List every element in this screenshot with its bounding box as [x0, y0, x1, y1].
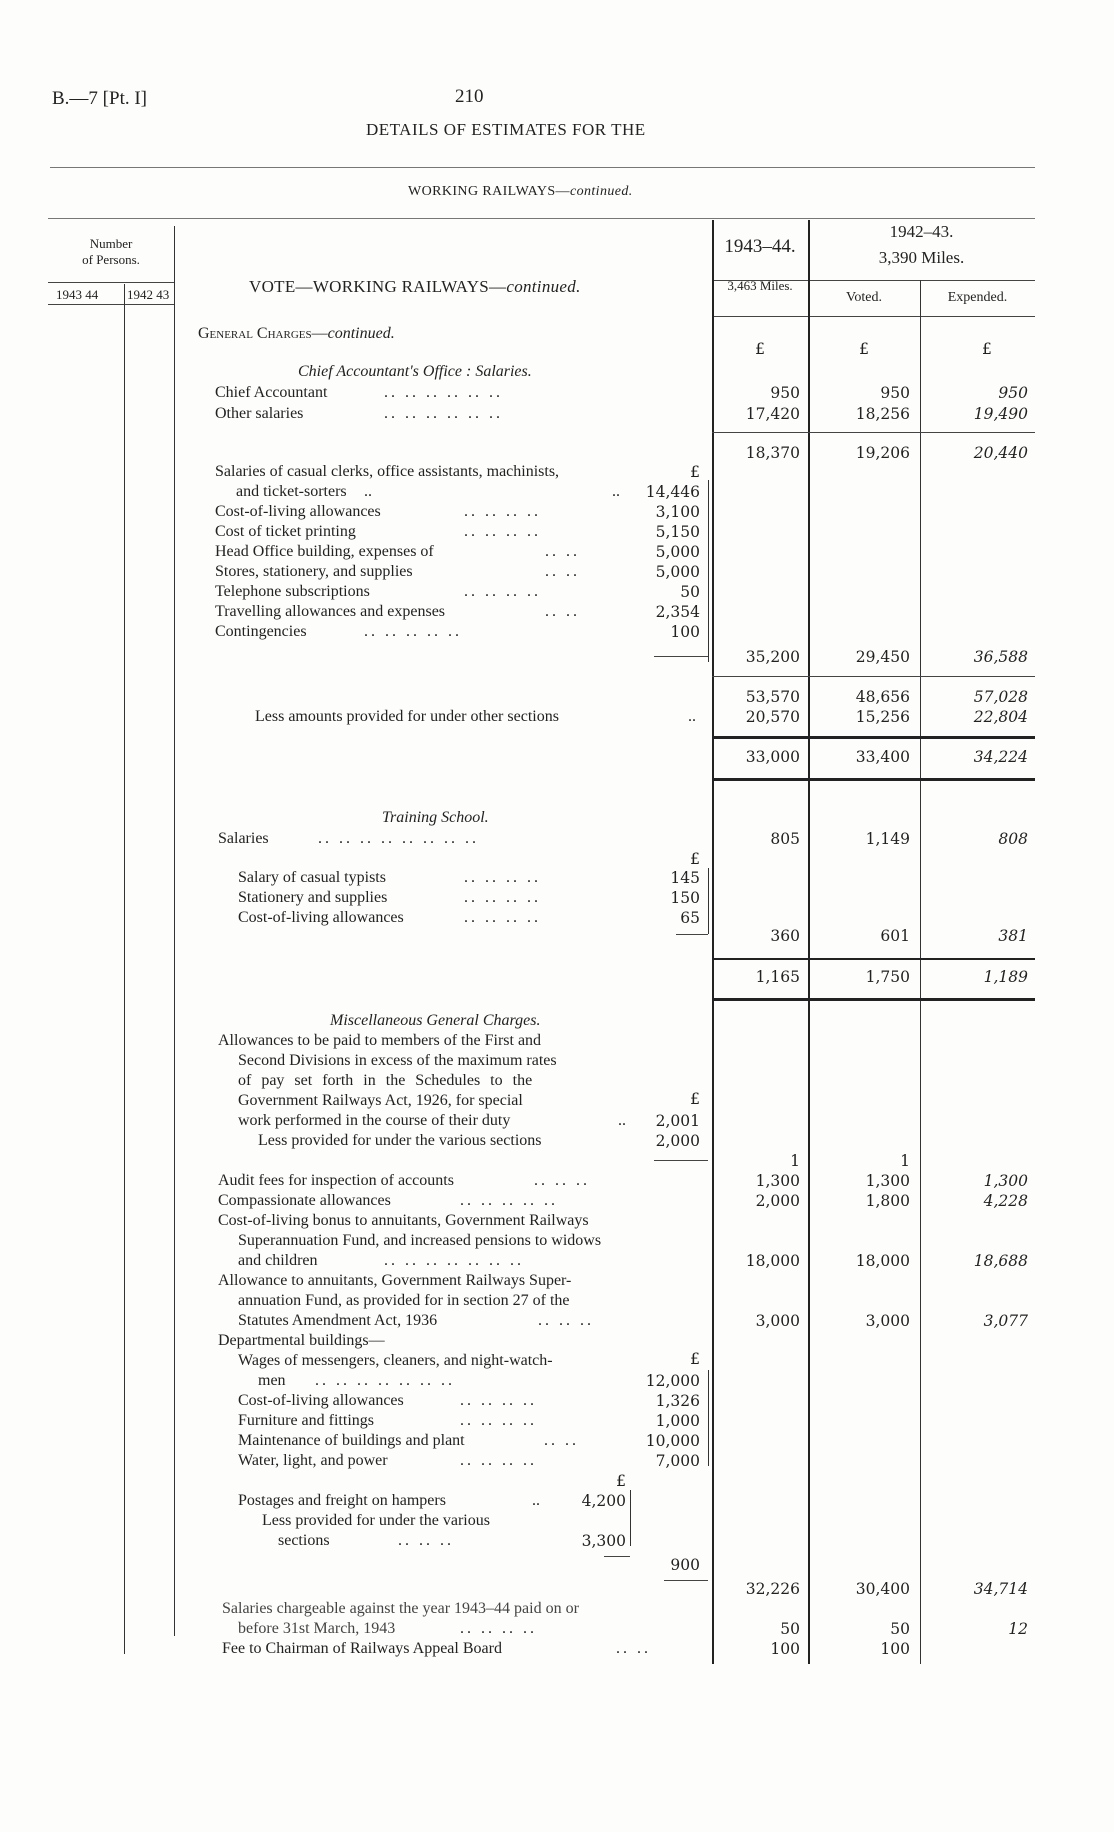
training-total-1943: 1,165: [755, 968, 800, 986]
ticket-printing-label: Cost of ticket printing: [215, 523, 356, 540]
audit-1943: 1,300: [755, 1172, 800, 1190]
chief-accountant-label: Chief Accountant: [215, 384, 328, 401]
audit-voted: 1,300: [865, 1172, 910, 1190]
training-items-total-expended: 381: [998, 927, 1028, 945]
other-salaries-voted: 18,256: [855, 405, 910, 423]
misc-subtotal-voted: 30,400: [855, 1580, 910, 1598]
annuitants-1943: 3,000: [755, 1312, 800, 1330]
salaries-chargeable-expended: 12: [1008, 1620, 1028, 1638]
allowances-rule: [654, 1160, 708, 1161]
pound-expended: £: [982, 340, 992, 358]
net-bottom-rule: [712, 778, 1035, 781]
training-stationery-amount: 150: [670, 889, 700, 907]
other-salaries-1943: 17,420: [745, 405, 800, 423]
items-total-voted: 29,450: [855, 648, 910, 666]
fee-chairman-label: Fee to Chairman of Railways Appeal Board: [222, 1640, 502, 1657]
net-rule: [712, 736, 1035, 739]
salaries-total-expended: 20,440: [973, 444, 1028, 462]
head-office-amount: 5,000: [655, 543, 700, 561]
dept-buildings-heading: Departmental buildings—: [218, 1332, 385, 1349]
annuitants-line-3: Statutes Amendment Act, 1936: [238, 1312, 438, 1329]
allowances-less-amount: 2,000: [655, 1132, 700, 1150]
postages-sub-rule: [630, 1490, 631, 1546]
gross-expended: 57,028: [973, 688, 1028, 706]
compassionate-voted: 1,800: [865, 1192, 910, 1210]
training-heading: Training School.: [382, 809, 489, 826]
annuitants-voted: 3,000: [865, 1312, 910, 1330]
dept-col-amount: 1,326: [655, 1392, 700, 1410]
casual-typists-amount: 145: [670, 869, 700, 887]
misc-subtotal-sub-rule: [664, 1580, 708, 1581]
page-ref: B.—7 [Pt. I]: [52, 88, 147, 109]
money-header-rule: [712, 316, 1035, 317]
col-bonus-line-1: Cost-of-living bonus to annuitants, Government Railways: [218, 1212, 589, 1229]
allowances-net-voted: 1: [900, 1152, 910, 1170]
persons-header-line2: of Persons.: [82, 252, 140, 267]
wages-amount: 12,000: [645, 1372, 700, 1390]
audit-label: Audit fees for inspection of accounts: [218, 1172, 454, 1189]
training-bottom-rule: [712, 998, 1035, 1001]
training-col-label: Cost-of-living allowances: [238, 909, 404, 926]
telephone-amount: 50: [680, 583, 700, 601]
ticket-printing-amount: 5,150: [655, 523, 700, 541]
fee-chairman-voted: 100: [880, 1640, 910, 1658]
items-total-1943: 35,200: [745, 648, 800, 666]
contingencies-label: Contingencies: [215, 623, 307, 640]
training-items-rule: [676, 934, 708, 935]
allowances-line-1: Allowances to be paid to members of the First and: [218, 1032, 542, 1049]
col-voted-header: Voted.: [846, 290, 882, 305]
salaries-total-1943: 18,370: [745, 444, 800, 462]
training-salaries-1943: 805: [770, 830, 800, 848]
head-office-label: Head Office building, expenses of: [215, 543, 434, 560]
furniture-amount: 1,000: [655, 1412, 700, 1430]
salaries-chargeable-line-2: before 31st March, 1943: [238, 1620, 396, 1637]
casual-typists-label: Salary of casual typists: [238, 869, 386, 886]
dept-sub-rule: [708, 1370, 709, 1466]
persons-divider: [124, 284, 125, 1654]
pound-1943: £: [755, 340, 765, 358]
persons-header-line1: Number: [89, 236, 133, 251]
training-stationery-label: Stationery and supplies: [238, 889, 388, 906]
col-bonus-line-3: and children: [238, 1252, 318, 1269]
salaries-chargeable-1943: 50: [780, 1620, 800, 1638]
maintenance-amount: 10,000: [645, 1432, 700, 1450]
compassionate-1943: 2,000: [755, 1192, 800, 1210]
annuitants-line-1: Allowance to annuitants, Government Railways Super-: [218, 1272, 572, 1289]
casual-clerks-pound: £: [690, 463, 700, 481]
wages-men-label: men: [258, 1372, 286, 1389]
audit-expended: 1,300: [983, 1172, 1028, 1190]
table-top-rule: [48, 218, 1035, 219]
page-subtitle: WORKING RAILWAYS—continued.: [408, 184, 633, 199]
allowances-line-3: of pay set forth in the Schedules to the: [238, 1072, 533, 1089]
travelling-amount: 2,354: [655, 603, 700, 621]
training-salaries-label: Salaries: [218, 830, 269, 847]
other-salaries-expended: 19,490: [973, 405, 1028, 423]
training-pound: £: [690, 850, 700, 868]
col-bonus-voted: 18,000: [855, 1252, 910, 1270]
persons-year-rule: [48, 282, 174, 283]
ticket-sorters-label: and ticket-sorters: [236, 483, 347, 500]
allowances-line-6: Less provided for under the various sections: [258, 1132, 542, 1149]
dept-col-label: Cost-of-living allowances: [238, 1392, 404, 1409]
annuitants-expended: 3,077: [983, 1312, 1028, 1330]
net-expended: 34,224: [973, 748, 1028, 766]
allowances-pound: £: [690, 1090, 700, 1108]
chief-accountant-heading: Chief Accountant's Office : Salaries.: [298, 363, 532, 380]
gross-1943: 53,570: [745, 688, 800, 706]
training-salaries-voted: 1,149: [865, 830, 910, 848]
salaries-total-rule: [712, 432, 1035, 433]
training-items-total-1943: 360: [770, 927, 800, 945]
salaries-total-voted: 19,206: [855, 444, 910, 462]
less-voted: 15,256: [855, 708, 910, 726]
postages-less-amount: 3,300: [581, 1532, 626, 1550]
persons-right-border: [174, 226, 175, 1636]
col-1942-miles: 3,390 Miles.: [878, 248, 965, 267]
persons-year-1943: 1943 44: [56, 287, 99, 302]
misc-subtotal-expended: 34,714: [973, 1580, 1028, 1598]
col-1943-miles: 3,463 Miles.: [727, 278, 793, 293]
postages-label: Postages and freight on hampers: [238, 1492, 446, 1509]
page-title: DETAILS OF ESTIMATES FOR THE: [366, 120, 646, 139]
gross-voted: 48,656: [855, 688, 910, 706]
salaries-chargeable-voted: 50: [890, 1620, 910, 1638]
postages-amount: 4,200: [581, 1492, 626, 1510]
postages-net-amount: 900: [670, 1556, 700, 1574]
col-expended-header: Expended.: [947, 290, 1008, 305]
annuitants-line-2: annuation Fund, as provided for in section 27 of the: [238, 1292, 570, 1309]
ticket-sorters-amount: 14,446: [645, 483, 700, 501]
chief-accountant-1943: 950: [770, 384, 800, 402]
allowances-line-5: work performed in the course of their duty: [238, 1112, 511, 1129]
col-1942-header: 1942–43.: [889, 222, 954, 241]
col-bonus-expended: 18,688: [973, 1252, 1028, 1270]
compassionate-label: Compassionate allowances: [218, 1192, 391, 1209]
allowances-amount: 2,001: [655, 1112, 700, 1130]
gross-rule: [712, 676, 1035, 677]
general-heading: General Charges—continued.: [198, 325, 395, 342]
less-expended: 22,804: [973, 708, 1028, 726]
col-bonus-line-2: Superannuation Fund, and increased pensions to widows: [238, 1232, 602, 1249]
misc-heading: Miscellaneous General Charges.: [330, 1012, 541, 1029]
allowances-net-1943: 1: [790, 1152, 800, 1170]
postages-pound: £: [616, 1472, 626, 1490]
contingencies-amount: 100: [670, 623, 700, 641]
col-allowances-amount: 3,100: [655, 503, 700, 521]
training-sub-rule: [708, 868, 709, 934]
training-col-amount: 65: [680, 909, 700, 927]
chief-accountant-voted: 950: [880, 384, 910, 402]
col-allowances-label: Cost-of-living allowances: [215, 503, 381, 520]
less-label: Less amounts provided for under other sections: [255, 708, 559, 725]
training-salaries-expended: 808: [998, 830, 1028, 848]
allowances-line-2: Second Divisions in excess of the maximum rates: [238, 1052, 557, 1069]
furniture-label: Furniture and fittings: [238, 1412, 374, 1429]
less-1943: 20,570: [745, 708, 800, 726]
fee-chairman-1943: 100: [770, 1640, 800, 1658]
items-total-expended: 36,588: [973, 648, 1028, 666]
stores-amount: 5,000: [655, 563, 700, 581]
dept-pound: £: [690, 1350, 700, 1368]
postages-less-line-2: sections: [278, 1532, 330, 1549]
col-bonus-1943: 18,000: [745, 1252, 800, 1270]
training-total-rule: [712, 958, 1035, 960]
compassionate-expended: 4,228: [983, 1192, 1028, 1210]
net-voted: 33,400: [855, 748, 910, 766]
water-amount: 7,000: [655, 1452, 700, 1470]
items-total-rule: [654, 656, 708, 657]
pound-voted: £: [859, 340, 869, 358]
travelling-label: Travelling allowances and expenses: [215, 603, 446, 620]
persons-header-rule: [48, 304, 174, 305]
net-1943: 33,000: [745, 748, 800, 766]
allowances-line-4: Government Railways Act, 1926, for special: [238, 1092, 523, 1109]
maintenance-label: Maintenance of buildings and plant: [238, 1432, 465, 1449]
water-label: Water, light, and power: [238, 1452, 388, 1469]
other-salaries-label: Other salaries: [215, 405, 304, 422]
wages-label: Wages of messengers, cleaners, and night-watch-: [238, 1352, 553, 1369]
training-total-expended: 1,189: [983, 968, 1028, 986]
stores-label: Stores, stationery, and supplies: [215, 563, 413, 580]
salaries-chargeable-line-1: Salaries chargeable against the year 1943–44 paid on or: [222, 1600, 579, 1617]
misc-subtotal-1943: 32,226: [745, 1580, 800, 1598]
training-total-voted: 1,750: [865, 968, 910, 986]
page-number: 210: [455, 86, 484, 107]
vote-heading: VOTE—WORKING RAILWAYS—continued.: [249, 277, 581, 296]
persons-year-1942: 1942 43: [127, 287, 170, 302]
postages-less-line-1: Less provided for under the various: [262, 1512, 490, 1529]
telephone-label: Telephone subscriptions: [215, 583, 370, 600]
casual-clerks-label: Salaries of casual clerks, office assistants, machinists,: [215, 463, 560, 480]
training-items-total-voted: 601: [880, 927, 910, 945]
col-1943-header: 1943–44.: [724, 236, 796, 257]
header-rule: [50, 167, 1035, 168]
sub-amount-rule: [708, 480, 709, 662]
chief-accountant-expended: 950: [998, 384, 1028, 402]
